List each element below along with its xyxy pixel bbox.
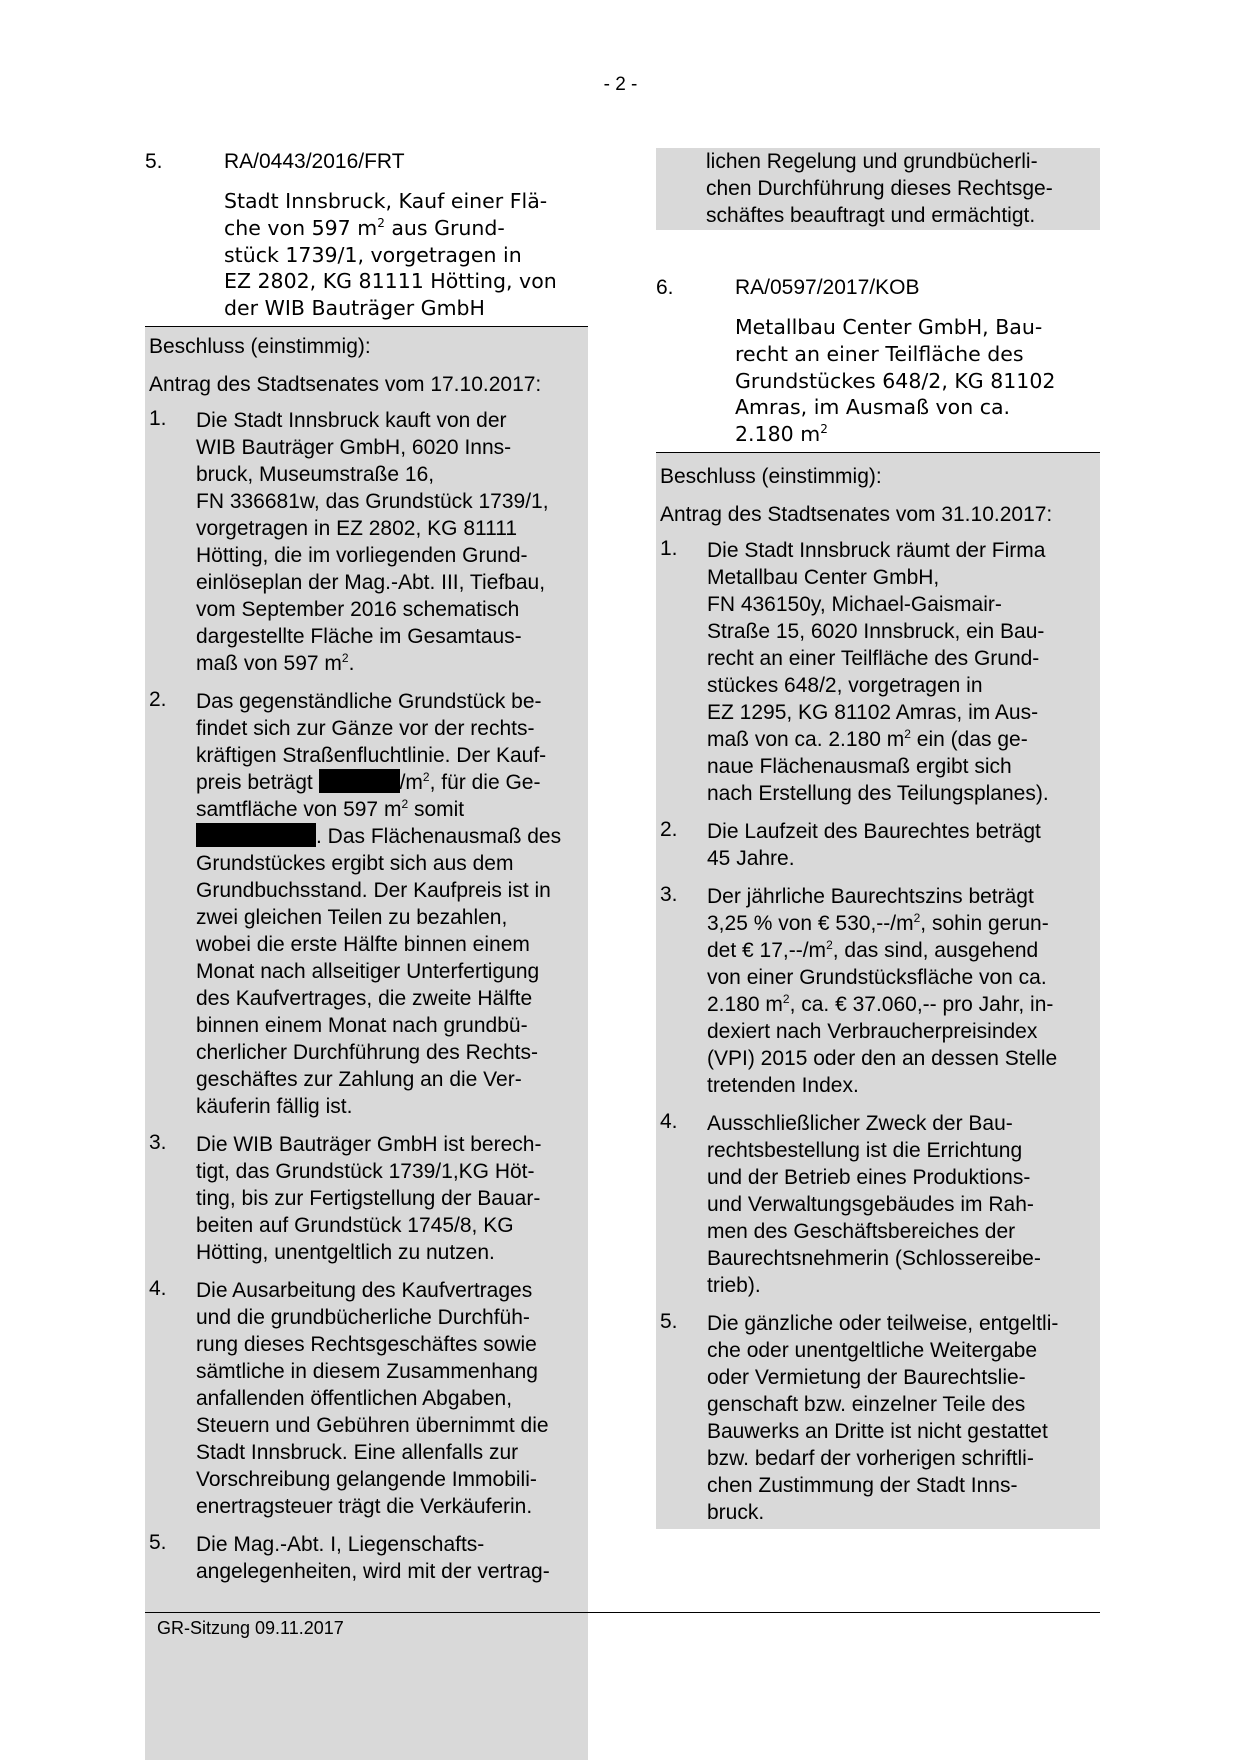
agenda-item-reference: RA/0443/2016/FRT	[224, 150, 405, 173]
decision-label: Beschluss (einstimmig):	[660, 464, 882, 488]
continuation-block: lichen Regelung und grundbücherli- chen Durchführung dieses Rechtsge- schäftes beauftragt und ermächtigt.	[656, 148, 1100, 230]
decision-label: Beschluss (einstimmig):	[149, 334, 371, 358]
agenda-item-subject: Stadt Innsbruck, Kauf einer Flä- che von 597 $m^2$ aus Grund- stück 1739/1, vorgetragen in EZ 2802, KG 81111 Hötting, von der WIB Bauträger GmbH	[224, 189, 557, 321]
list-item: 3. Die WIB Bauträger GmbH ist berech- tigt, das Grundstück 1739/1,KG Höt- ting, bis zur Fertigstellung der Bauar- beiten auf Grundstück 1745/8, KG Hötting, unentgeltlich zu nutzen.	[149, 1130, 542, 1264]
list-item: 4. Ausschließlicher Zweck der Bau- rechtsbestellung ist die Errichtung und der Betrieb eines Produktions- und Verwaltungsgebäudes im Rah- men des Geschäftsbereiches der Baurechtsnehmerin (Schlossereibe- trieb).	[660, 1109, 1041, 1297]
footer-divider	[145, 1612, 1100, 1613]
right-column	[656, 148, 1100, 1529]
page-number: - 2 -	[603, 74, 638, 95]
agenda-item-5-header	[145, 148, 588, 175]
agenda-item-6-header	[656, 274, 1100, 301]
agenda-item-subject: Metallbau Center GmbH, Bau- recht an einer Teilfläche des Grundstückes 648/2, KG 81102 Amras, im Ausmaß von ca. 2.180 $m^2$	[735, 315, 1056, 447]
agenda-item-reference: RA/0597/2017/KOB	[735, 276, 920, 299]
list-item: 1. Die Stadt Innsbruck kauft von der WIB Bauträger GmbH, 6020 Inns- bruck, Museumstraße 16, FN 336681w, das Grundstück 1739/1, vorgetragen in EZ 2802, KG 81111 Hötting, die im vorliegenden Grund- einlöseplan der Mag.-Abt. III, Tiefbau, vom September 2016 schematisch dargestellte Fläche im Gesamtaus- maß von 597 $m^2$.	[149, 406, 549, 675]
redacted-price	[319, 769, 400, 793]
list-item: 5. Die gänzliche oder teilweise, entgeltli- che oder unentgeltliche Weitergabe oder Vermietung der Baurechtslie- genschaft bzw. einzelner Teile des Bauwerks an Dritte ist nicht gestattet bzw. bedarf der vorherigen schriftli- chen Zustimmung der Stadt Inns- bruck.	[660, 1309, 1059, 1524]
list-item: 1. Die Stadt Innsbruck räumt der Firma Metallbau Center GmbH, FN 436150y, Michael-Gaismair- Straße 15, 6020 Innsbruck, ein Bau- recht an einer Teilfläche des Grund- stückes 648/2, vorgetragen in EZ 1295, KG 81102 Amras, im Aus- maß von ca. 2.180 $m^2$ ein (das ge- naue Flächenausmaß ergibt sich nach Erstellung des Teilungsplanes).	[660, 536, 1049, 805]
left-column	[145, 148, 588, 1760]
motion-label: Antrag des Stadtsenates vom 31.10.2017:	[660, 502, 1053, 526]
redacted-total	[196, 823, 316, 847]
list-item: 4. Die Ausarbeitung des Kaufvertrages und die grundbücherliche Durchfüh- rung dieses Rechtsgeschäftes sowie sämtliche in diesem Zusammenhang anfallenden öffentlichen Abgaben, Steuern und Gebühren übernimmt die Stadt Innsbruck. Eine allenfalls zur Vorschreibung gelangende Immobili- enertragsteuer trägt die Verkäuferin.	[149, 1276, 549, 1518]
agenda-item-number: 5.	[145, 150, 163, 173]
list-item: 5. Die Mag.-Abt. I, Liegenschafts- angelegenheiten, wird mit der vertrag-	[149, 1530, 550, 1583]
list-item: 2. Die Laufzeit des Baurechtes beträgt 45 Jahre.	[660, 817, 1041, 870]
motion-label: Antrag des Stadtsenates vom 17.10.2017:	[149, 372, 542, 396]
list-item: 2. Das gegenständliche Grundstück be- findet sich zur Gänze vor der rechts- kräftigen Straßenfluchtlinie. Der Kauf- preis beträgt $/m^2$, für die Ge- samtfläche von 597 $m^2$ somit . Das Flächenausmaß des Grundstückes ergibt sich aus dem Grundbuchsstand. Der Kaufpreis ist in zwei gleichen Teilen zu bezahlen, wobei die erste Hälfte binnen einem Monat nach allseitiger Unterfertigung des Kaufvertrages, die zweite Hälfte binnen einem Monat nach grundbü- cherlicher Durchführung des Rechts- geschäftes zur Zahlung an die Ver- käuferin fällig ist.	[149, 687, 562, 1118]
resolution-block	[656, 453, 1100, 1529]
agenda-item-number: 6.	[656, 276, 674, 299]
footer-text: GR-Sitzung 09.11.2017	[157, 1618, 344, 1638]
resolution-block	[145, 327, 588, 1760]
list-item: 3. Der jährliche Baurechtszins beträgt 3,25 % von € $530,--/m^2$, sohin gerun- det € $17,--/m^2$, das sind, ausgehend von einer Grundstücksfläche von ca. 2.180 $m^2$, ca. € 37.060,-- pro Jahr, in- dexiert nach Verbraucherpreisindex (VPI) 2015 oder den an dessen Stelle tretenden Index.	[660, 882, 1058, 1097]
